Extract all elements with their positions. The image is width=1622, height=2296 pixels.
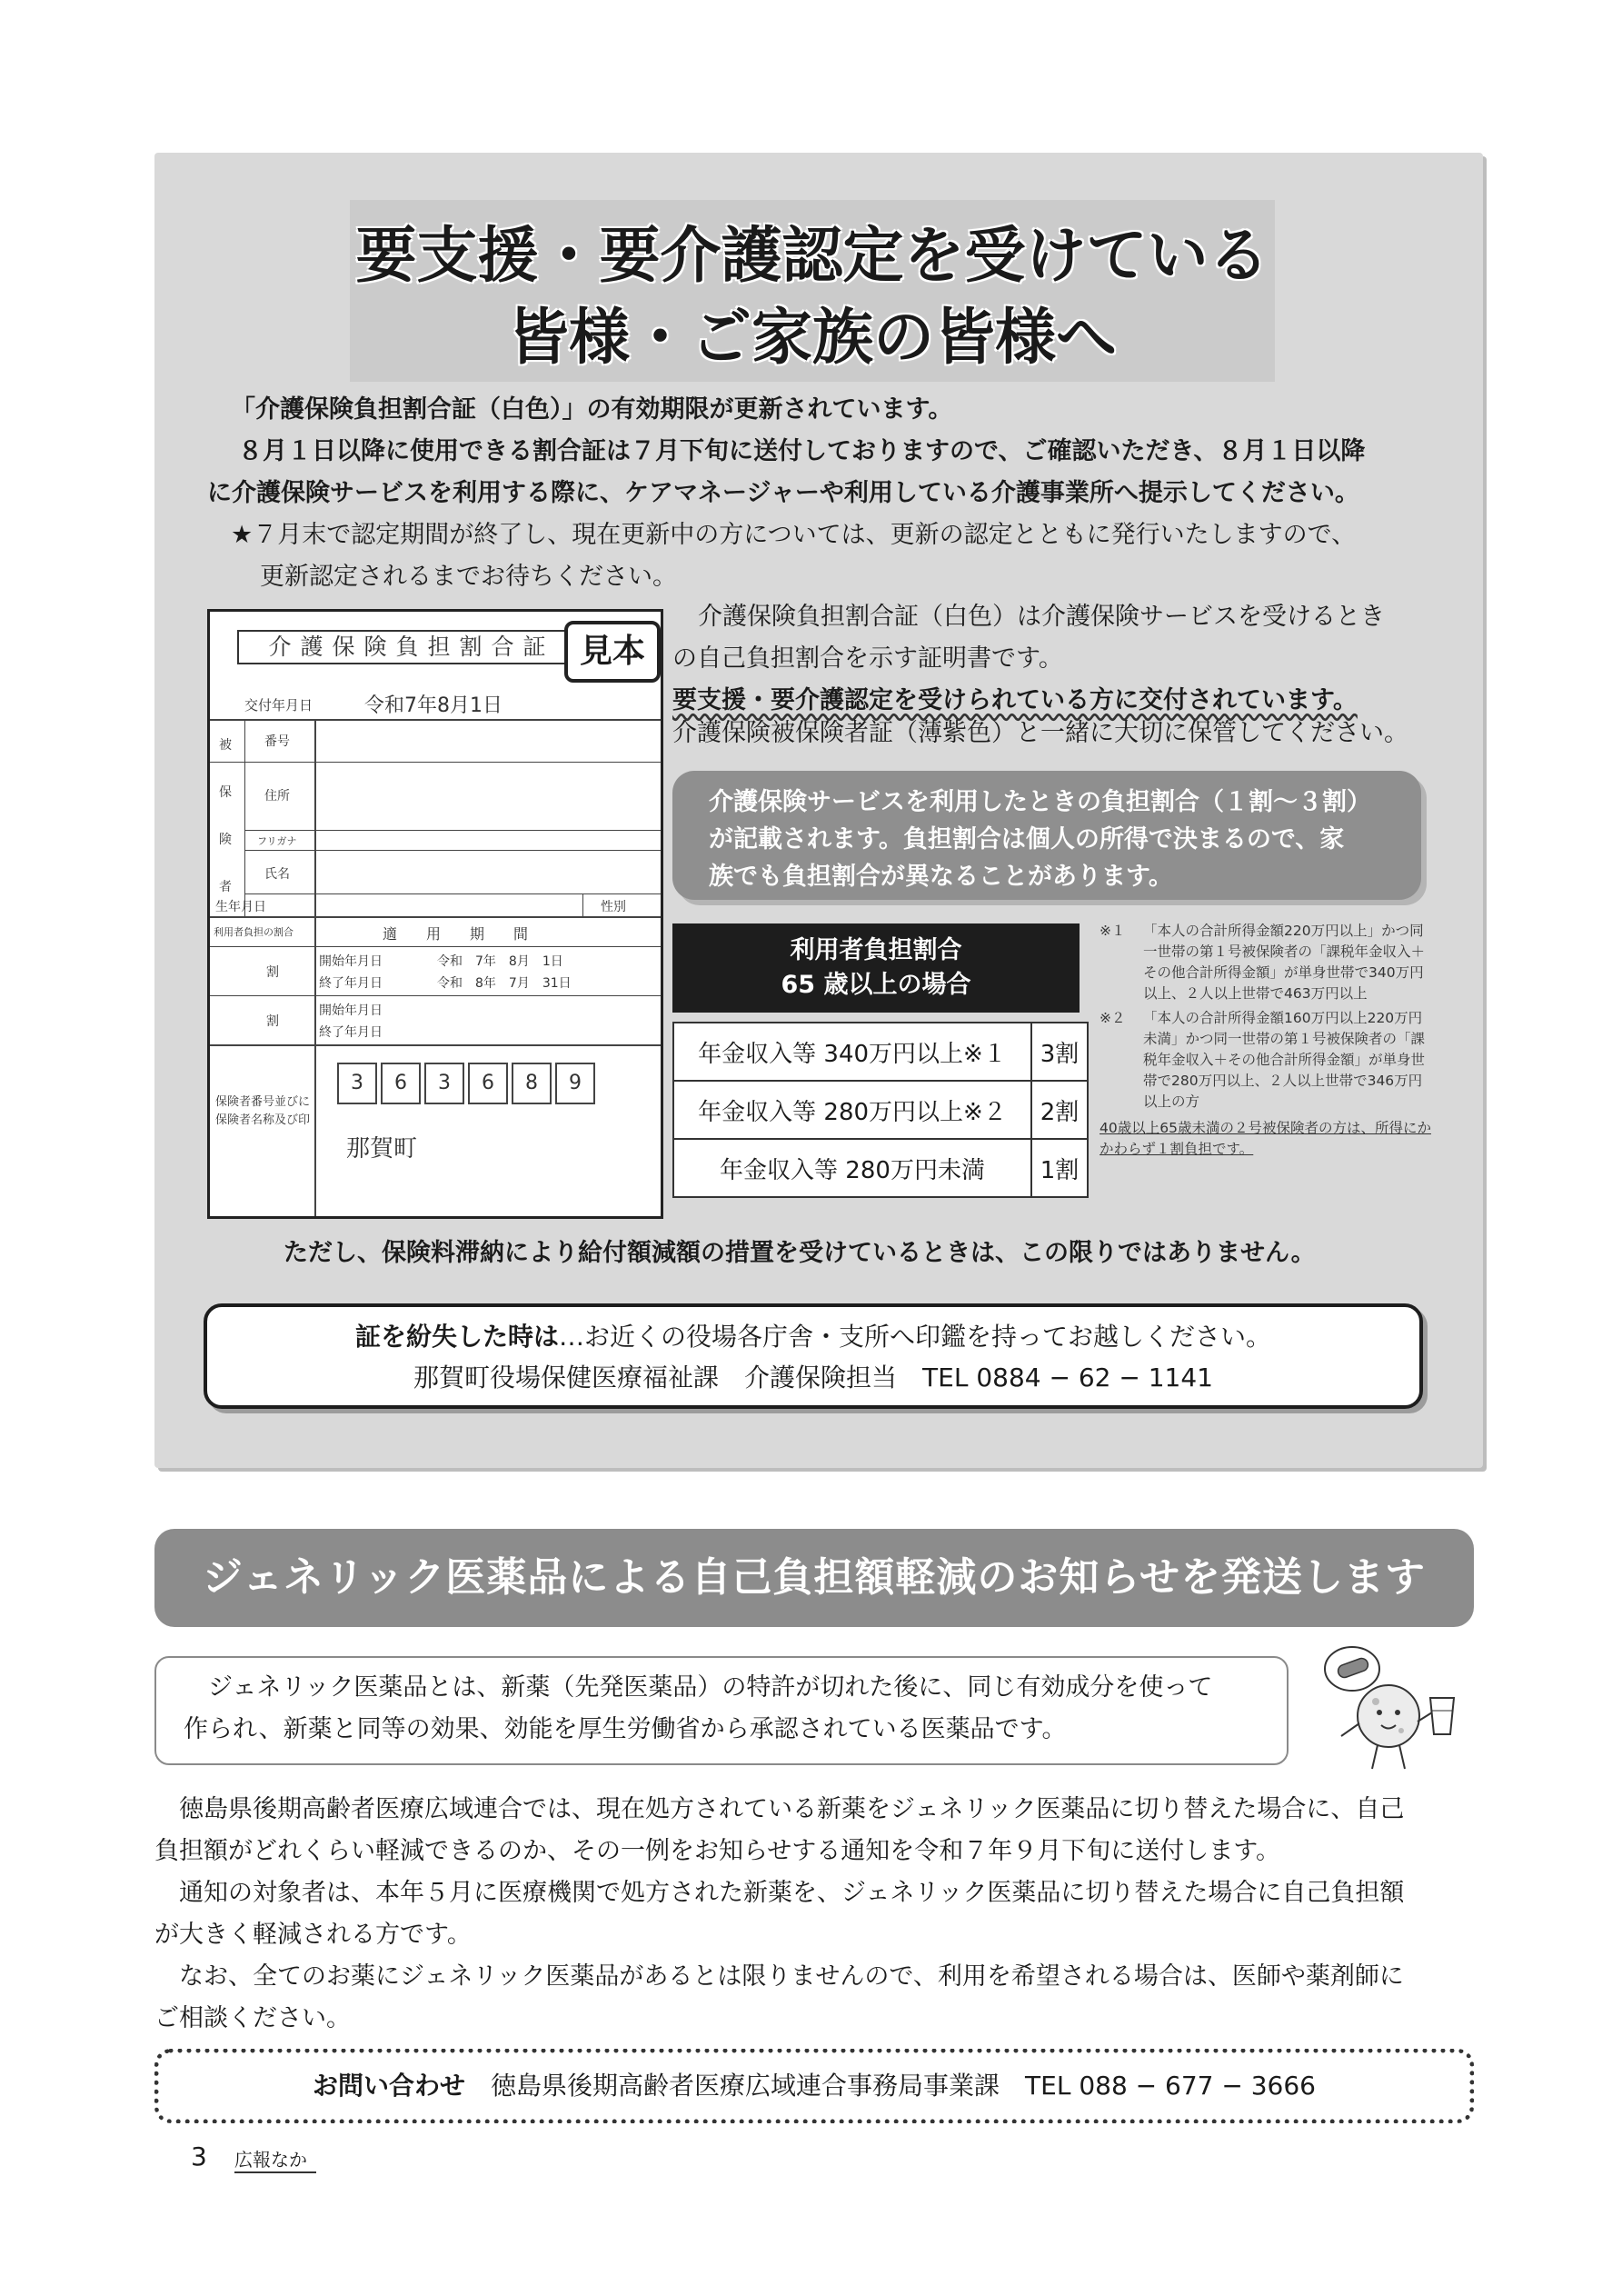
issue-date: 令和7年8月1日 [364,694,503,717]
insurer-digit: 8 [512,1063,552,1104]
star-note-line-2: 更新認定されるまでお待ちください。 [260,563,677,591]
table-row: 年金収入等 340万円以上※１ 3割 [673,1023,1088,1081]
para-2b: が大きく軽減される方です。 [154,1921,472,1949]
insurer-digit: 6 [381,1063,421,1104]
insurer-name: 那賀町 [346,1135,418,1163]
footnote-3: 40歳以上65歳未満の２号被保険者の方は、所得にかかわらず１割負担です。 [1100,1120,1431,1157]
info-line-1: 介護保険負担割合証（白色）は介護保険サービスを受けるとき [698,603,1385,631]
burden-ratio-bubble: 介護保険サービスを利用したときの負担割合（１割〜３割） が記載されます。負担割合は個人の所得で決まるので、家 族でも負担割合が異なることがあります。 [672,771,1421,900]
publication-name: 広報なか [234,2145,316,2173]
start-date: 令和 7年 8月 1日 [437,954,563,969]
rate-table-header: 利用者負担割合 65 歳以上の場合 [672,923,1080,1013]
insurer-digit: 6 [468,1063,508,1104]
caveat: ただし、保険料滞納により給付額減額の措置を受けているときは、この限りではありません。 [284,1239,1316,1267]
wari-1: 割 [266,965,279,980]
contact-label: お問い合わせ [313,2071,466,2101]
contact-box [154,2049,1474,2123]
para-2a: 通知の対象者は、本年５月に医療機関で処方された新薬を、ジェネリック医薬品に切り替えた場合に自己負担額 [179,1879,1405,1907]
ratio-label: 利用者負担の割合 [214,926,294,938]
side-label-4: 者 [219,880,232,894]
field-furigana: フリガナ [257,835,297,847]
side-label-2: 保 [219,785,232,800]
start-label-1: 開始年月日 [319,954,383,969]
insurer-digit: 3 [424,1063,464,1104]
para-1b: 負担額がどれくらい軽減できるのか、その一例をお知らせする通知を令和７年９月下旬に送付します。 [154,1837,1281,1865]
para-3a: なお、全てのお薬にジェネリック医薬品があるとは限りませんので、利用を希望される場合は、医師や薬剤師に [179,1962,1404,1991]
info-line-2: の自己負担割合を示す証明書です。 [672,644,1063,673]
end-label-2: 終了年月日 [319,1025,383,1040]
field-name: 氏名 [264,867,290,882]
intro-line-2: ８月１日以降に使用できる割合証は７月下旬に送付しておりますので、ご確認いただき、８月１日以降 [238,437,1366,465]
insurer-digit: 3 [337,1063,377,1104]
table-row: 年金収入等 280万円未満 1割 [673,1139,1088,1197]
generic-body [154,1789,1478,2040]
lost-certificate-box: 証を紛失した時は…お近くの役場各庁舎・支所へ印鑑を持ってお越しください。 那賀町役場保健医療福祉課 介護保険担当 TEL 0884 − 62 − 1141 [204,1303,1423,1409]
field-address: 住所 [264,789,290,804]
sample-stamp: 見本 [564,621,661,683]
insurer-label: 保険者番号並びに保険者名称及び印 [215,1095,311,1127]
star-note-line-1: ★７月末で認定期間が終了し、現在更新中の方については、更新の認定とともに発行いたしますので、 [231,521,1357,549]
wari-2: 割 [266,1014,279,1029]
field-gender: 性別 [601,900,626,914]
certificate-title: 介護保険負担割合証 [237,630,586,664]
issue-label: 交付年月日 [244,697,313,714]
rate-table [672,1022,1089,1198]
field-birth: 生年月日 [215,900,266,914]
para-3b: ご相談ください。 [154,2004,351,2032]
end-date: 令和 8年 7月 31日 [437,976,572,991]
footnote-1: ※１ 「本人の合計所得金額220万円以上」かつ同一世帯の第１号被保険者の「課税年金収入＋その他合計所得金額」が単身世帯で340万円以上、２人以上世帯で463万円以上 [1100,923,1426,1002]
intro-line-3: に介護保険サービスを利用する際に、ケアマネージャーや利用している介護事業所へ提示してください。 [207,479,1359,507]
side-label-1: 被 [219,738,232,753]
table-row: 年金収入等 280万円以上※２ 2割 [673,1081,1088,1139]
period-label: 適 用 期 間 [383,925,529,943]
info-line-3: 要支援・要介護認定を受けられている方に交付されています。 [672,686,1358,714]
footnote-2: ※２ 「本人の合計所得金額160万円以上220万円未満」かつ同一世帯の第１号被保険者の「課税年金収入＋その他合計所得金額」が単身世帯で280万円以上、２人以上世帯で346万円以上の方 [1100,1010,1426,1110]
certificate-sample [207,609,663,1219]
end-label-1: 終了年月日 [319,976,383,991]
pill-character-illustration [1318,1642,1472,1787]
insurer-digit: 9 [555,1063,595,1104]
field-number: 番号 [264,734,290,749]
info-line-4: 介護保険被保険者証（薄紫色）と一緒に大切に保管してください。 [672,719,1408,747]
notice-title: 要支援・要介護認定を受けている 皆様・ご家族の皆様へ [355,220,1269,373]
side-label-3: 険 [219,833,232,847]
page-number: 3 [191,2141,207,2171]
generic-heading: ジェネリック医薬品による自己負担額軽減のお知らせを発送します [154,1529,1474,1627]
contact-text: 徳島県後期高齢者医療広域連合事務局事業課 TEL 088 − 677 − 3666 [491,2071,1316,2101]
footnotes [1100,921,1432,1160]
para-1a: 徳島県後期高齢者医療広域連合では、現在処方されている新薬をジェネリック医薬品に切り替えた場合に、自己 [179,1795,1405,1823]
intro-line-1: 「介護保険負担割合証（白色）」の有効期限が更新されています。 [231,395,953,424]
start-label-2: 開始年月日 [319,1003,383,1018]
generic-definition-box: ジェネリック医薬品とは、新薬（先発医薬品）の特許が切れた後に、同じ有効成分を使って 作られ、新薬と同等の効果、効能を厚生労働省から承認されている医薬品です。 [154,1656,1289,1765]
